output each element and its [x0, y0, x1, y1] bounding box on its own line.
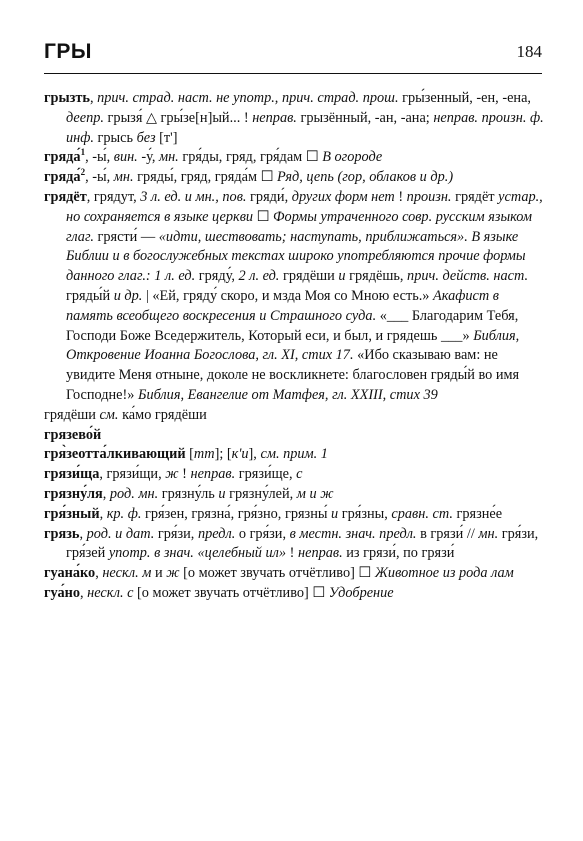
- entry-text: «Ибо сказываю вам: не увидите Меня отныне, доколе не воскликнете: благословен гряды́й во имя Господне!»: [66, 347, 520, 403]
- dictionary-entry: [44, 426, 544, 446]
- entry-text: ,: [79, 525, 87, 542]
- running-head-word: ГРЫ: [44, 40, 92, 63]
- entry-headword: гряда́: [44, 149, 81, 166]
- entry-text: прич. страд. наст. не употр., прич. страд. прош.: [97, 90, 399, 106]
- entry-text: Удобрение: [328, 584, 394, 601]
- entry-text: о гря́зи,: [235, 525, 290, 542]
- entry-text: гря́зи,: [154, 525, 198, 542]
- entry-text: 3 л. ед. и мн., пов.: [140, 188, 247, 205]
- entry-text: Ряд, цепь (гор, облаков и др.): [276, 169, 454, 186]
- entry-text: гря́ды, гряд, гря́дам ☐: [178, 149, 323, 166]
- entry-text: произн.: [406, 188, 452, 205]
- homonym-index: 2: [80, 167, 86, 178]
- entry-text: с: [296, 466, 303, 483]
- dictionary-entry: [44, 505, 544, 525]
- entry-text: вин.: [113, 149, 138, 166]
- entry-text: гряду́,: [195, 268, 239, 285]
- entry-text: ,: [99, 505, 107, 522]
- entry-text: неправ.: [298, 545, 343, 562]
- entry-text: грясти́ —: [93, 228, 159, 245]
- entry-text: гря́зи, гря́зей: [66, 525, 539, 562]
- page-header: [44, 40, 542, 68]
- entry-text: к'и: [231, 446, 249, 463]
- entry-text: устар., но сохраняется в языке церкви: [66, 188, 543, 225]
- entry-headword: гряда́: [44, 169, 81, 186]
- entry-text: ],: [248, 446, 261, 463]
- entry-text: м и ж: [296, 485, 334, 502]
- entry-text: ,: [95, 565, 103, 582]
- entry-text: !: [394, 188, 407, 205]
- entry-text: и др.: [113, 287, 143, 304]
- entry-text: ж: [165, 466, 179, 483]
- entry-text: гря́зны,: [338, 505, 392, 522]
- dictionary-entry: [44, 465, 544, 485]
- entry-text: прич. действ. наст.: [407, 268, 529, 285]
- entry-text: мн.: [113, 169, 134, 186]
- entry-text: гряды́й: [66, 287, 114, 304]
- page-number: 184: [516, 42, 542, 61]
- entry-text: тт: [193, 446, 215, 463]
- homonym-index: 1: [80, 147, 86, 158]
- dictionary-entry: [44, 188, 544, 406]
- entry-text: нескл. с: [87, 584, 134, 601]
- dictionary-entries: [44, 89, 544, 604]
- entry-headword: гуа́но: [44, 584, 80, 601]
- entry-text: и: [338, 268, 346, 285]
- entry-text: «___ Благодарим Тебя, Господи Боже Вседержитель, Который еси, и был, и грядешь ___»: [66, 307, 519, 344]
- entry-text: ка́мо грядёши: [118, 406, 207, 423]
- entry-text: , грядут,: [86, 188, 141, 205]
- entry-text: -у́,: [137, 149, 159, 166]
- entry-text: , -ы́,: [85, 169, 114, 186]
- entry-text: грязну́лей,: [225, 485, 297, 502]
- entry-text: см.: [99, 406, 119, 423]
- entry-text: ,: [80, 584, 88, 601]
- entry-text: Акафист в память всеобщего воскресения и Страшного суда.: [66, 287, 499, 324]
- entry-text: [о может звучать отчётливо] ☐: [133, 584, 329, 601]
- entry-text: ]; [: [214, 446, 232, 463]
- entry-text: грызя́ △ гры́зе[н]ый... !: [103, 109, 253, 126]
- entry-text: | «Ей, гряду́ скоро, и мзда Моя со Мною есть.»: [142, 287, 434, 304]
- entry-text: неправ.: [252, 109, 297, 126]
- entry-headword: грязь: [44, 525, 80, 542]
- entry-text: В огороде: [322, 149, 383, 166]
- entry-headword: грязи́ща: [44, 466, 100, 483]
- entry-text: гряди́,: [246, 188, 292, 205]
- entry-text: «идти, шествовать; наступать, приближаться». В языке Библии и в богослужебных текстах широко употребляются прочие формы данного глаг.: 1 л. ед.: [66, 228, 526, 285]
- entry-text: неправ.: [190, 466, 236, 483]
- entry-text: мн.: [158, 149, 179, 166]
- entry-headword: гуана́ко: [44, 565, 96, 582]
- entry-text: в грязи́ //: [416, 525, 479, 542]
- dictionary-entry: [44, 445, 544, 465]
- dictionary-entry: [44, 525, 544, 565]
- entry-text: род. мн.: [109, 485, 159, 502]
- entry-headword: грязево́й: [44, 426, 102, 443]
- entry-text: ,: [89, 90, 98, 106]
- entry-text: грысь: [93, 129, 137, 146]
- entry-text: мн.: [478, 525, 499, 542]
- entry-text: грязне́е: [452, 505, 503, 522]
- entry-text: , грязи́щи,: [99, 466, 166, 483]
- entry-text: сравн. ст.: [391, 505, 453, 522]
- entry-headword: грязну́ля: [44, 485, 103, 502]
- entry-text: предл.: [197, 525, 236, 542]
- entry-text: см. прим. 1: [260, 446, 328, 463]
- entry-text: деепр.: [66, 109, 104, 126]
- entry-text: род. и дат.: [86, 525, 155, 542]
- entry-text: !: [286, 545, 298, 562]
- entry-text: грязну́ль: [158, 485, 219, 502]
- dictionary-entry: [44, 89, 544, 148]
- entry-text: гря́зен, грязна́, гря́зно, грязны́: [141, 505, 332, 522]
- dictionary-entry: [44, 406, 544, 426]
- entry-text: нескл. м: [102, 565, 152, 582]
- entry-text: и: [331, 505, 339, 522]
- header-rule: [44, 73, 542, 74]
- entry-text: [т']: [155, 129, 178, 146]
- entry-text: из грязи́, по грязи́: [342, 545, 455, 562]
- entry-text: ☐: [253, 208, 274, 225]
- entry-text: и: [218, 485, 226, 502]
- entry-text: и: [151, 565, 167, 582]
- entry-text: [о может звучать отчётливо] ☐: [179, 565, 375, 582]
- dictionary-entry: [44, 564, 544, 584]
- entry-headword: грызть: [44, 90, 90, 106]
- entry-text: кр. ф.: [106, 505, 142, 522]
- entry-text: грядёт: [451, 188, 499, 205]
- entry-text: ,: [102, 485, 110, 502]
- entry-text: Библия, Откровение Иоанна Богослова, гл. XI, стих 17.: [66, 327, 520, 364]
- entry-text: грязи́ще,: [235, 466, 297, 483]
- entry-text: без: [136, 129, 156, 146]
- entry-text: !: [178, 466, 191, 483]
- dictionary-entry: [44, 148, 544, 168]
- entry-text: , -ы́,: [85, 149, 114, 166]
- entry-text: гры́зенный, -ен, -ена,: [398, 90, 531, 106]
- entry-text: ж: [166, 565, 180, 582]
- entry-text: Животное из рода лам: [374, 565, 514, 582]
- dictionary-entry: [44, 168, 544, 188]
- dictionary-entry: [44, 485, 544, 505]
- entry-text: 2 л. ед.: [238, 268, 280, 285]
- entry-headword: гря́зный: [44, 505, 100, 522]
- entry-headword: грядёт: [44, 188, 87, 205]
- entry-text: грядёши: [44, 406, 100, 423]
- entry-headword: гря̀зеотта́лкивающий: [44, 446, 186, 463]
- entry-text: других форм нет: [291, 188, 395, 205]
- entry-text: грядёшь,: [345, 268, 408, 285]
- entry-text: гряды́, гряд, гряда́м ☐: [133, 169, 277, 186]
- dictionary-entry: [44, 584, 544, 604]
- entry-text: неправ. произн. ф. инф.: [66, 109, 544, 146]
- entry-text: Библия, Евангелие от Матфея, гл. XXIII, стих 39: [138, 386, 438, 403]
- entry-text: [: [185, 446, 194, 463]
- entry-text: в местн. знач. предл.: [289, 525, 417, 542]
- entry-text: употр. в знач. «целебный ил»: [108, 545, 287, 562]
- entry-text: грядёши: [279, 268, 339, 285]
- entry-text: грызённый, -ан, -ана;: [296, 109, 434, 126]
- entry-text: Формы утраченного совр. русским языком глаг.: [66, 208, 533, 245]
